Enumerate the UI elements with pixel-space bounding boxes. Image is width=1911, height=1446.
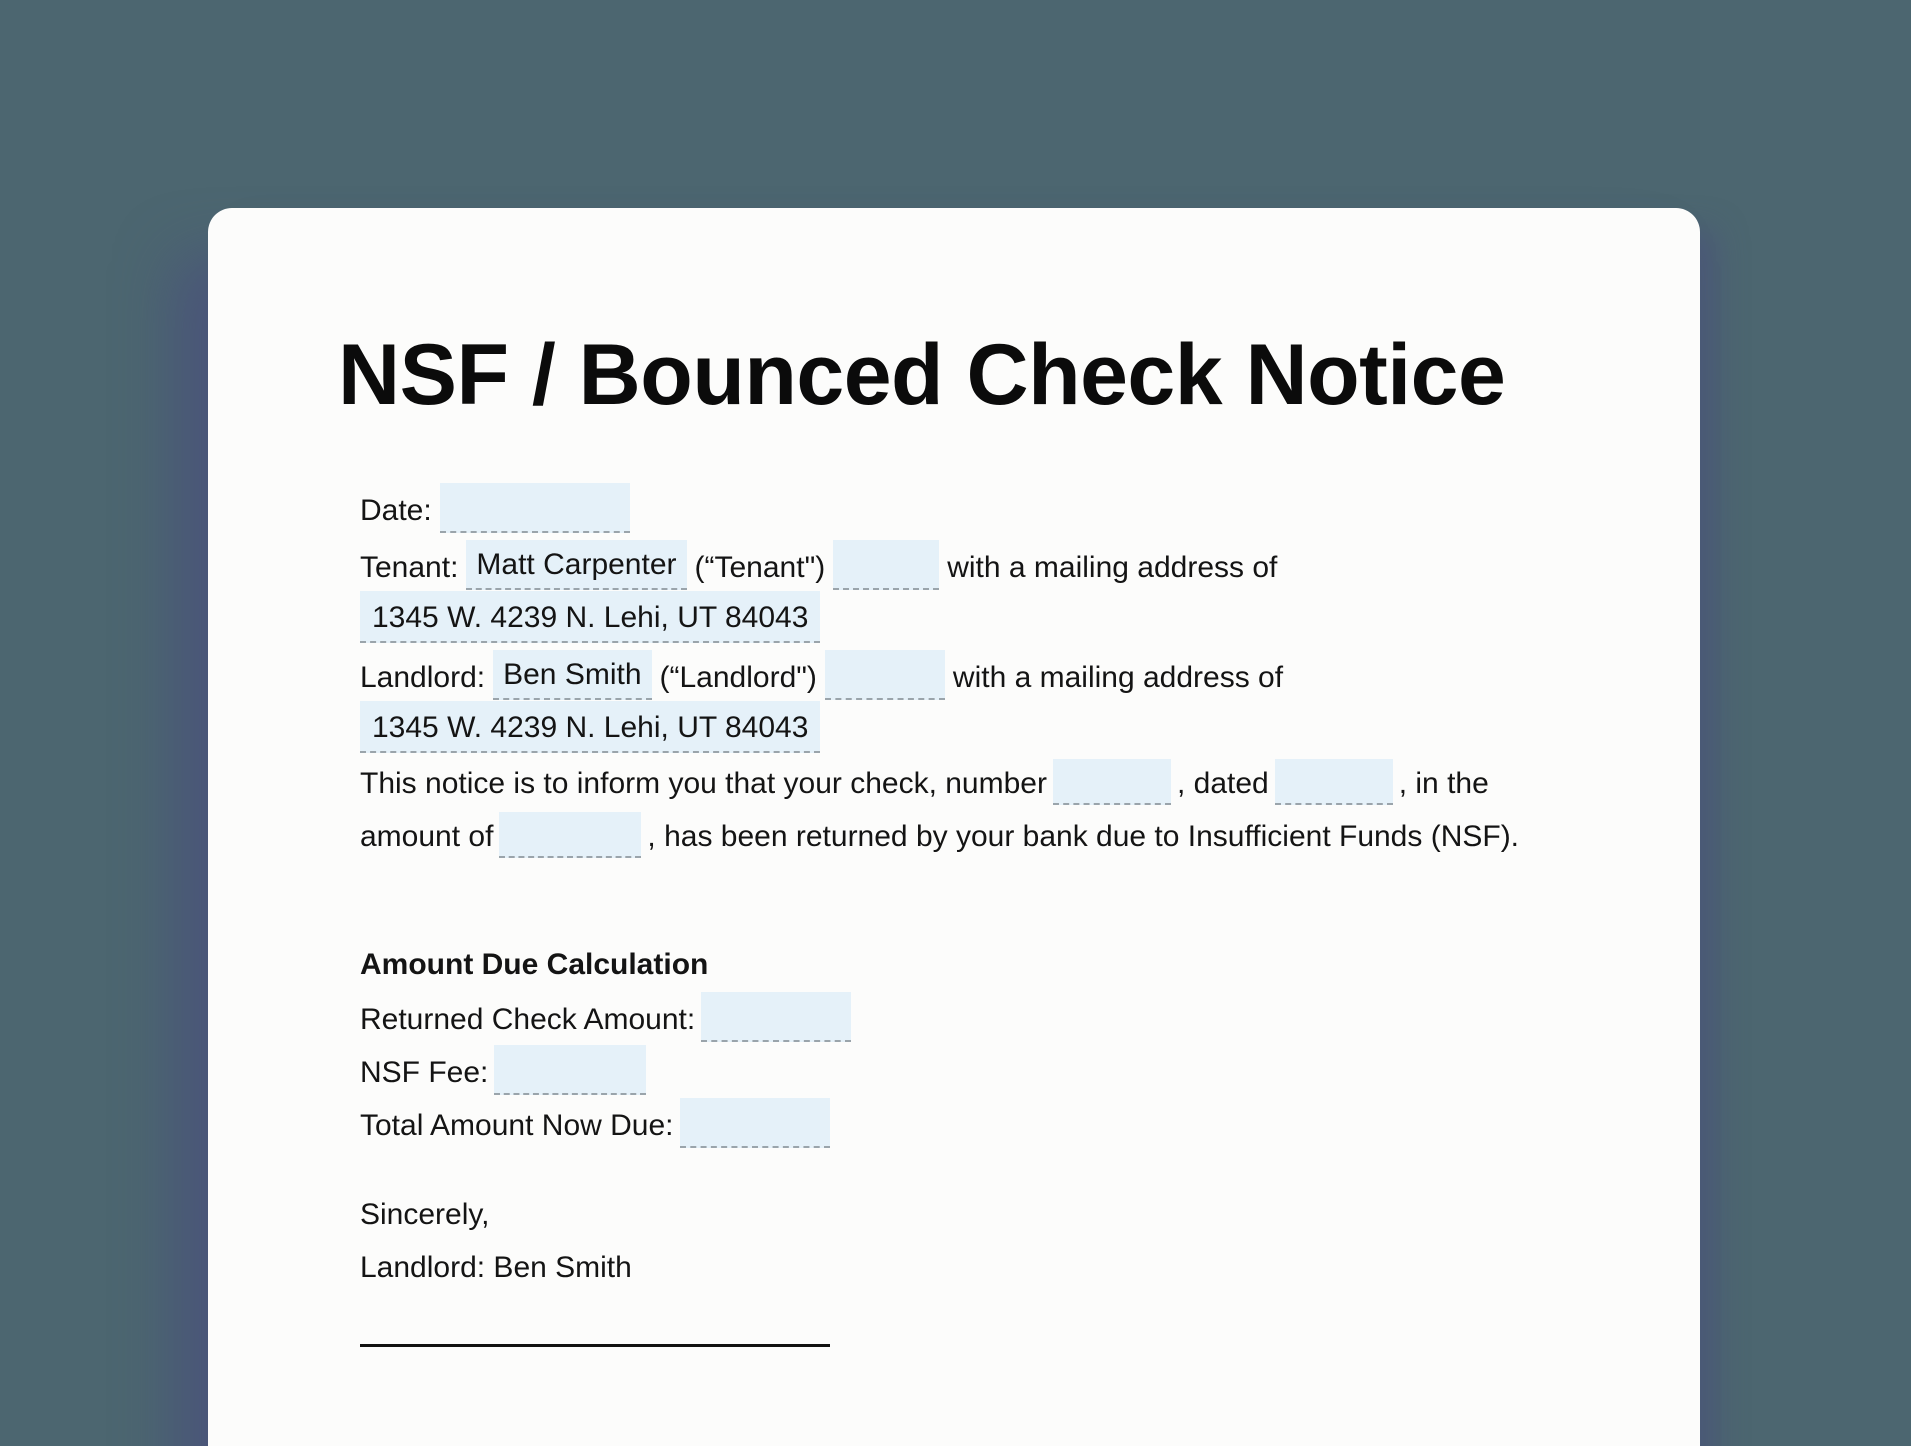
tenant-name-field[interactable]: Matt Carpenter — [466, 540, 686, 590]
returned-check-amount-row — [360, 989, 1560, 1042]
document-body — [360, 480, 1560, 1347]
landlord-line — [360, 643, 1560, 700]
tenant-address-line — [360, 590, 1560, 643]
landlord-address-line — [360, 700, 1560, 753]
landlord-role-text: (“Landlord") — [659, 661, 817, 694]
landlord-address-field[interactable]: 1345 W. 4239 N. Lehi, UT 84043 — [360, 701, 820, 753]
date-label: Date: — [360, 494, 432, 527]
tenant-line — [360, 533, 1560, 590]
landlord-mailing-text: with a mailing address of — [952, 661, 1284, 694]
check-number-field[interactable] — [1053, 759, 1171, 805]
check-amount-field[interactable] — [499, 812, 641, 858]
closing-signer: Landlord: Ben Smith — [360, 1251, 632, 1284]
landlord-extra-field[interactable] — [825, 650, 945, 700]
nsf-fee-row — [360, 1042, 1560, 1095]
nsf-fee-label: NSF Fee: — [360, 1056, 489, 1089]
check-date-field[interactable] — [1275, 759, 1393, 805]
landlord-name-field[interactable]: Ben Smith — [493, 650, 651, 700]
tenant-role-text: (“Tenant") — [694, 551, 826, 584]
notice-text-3: , in the amount of — [360, 767, 1489, 853]
notice-text-1: This notice is to inform you that your check, number — [360, 767, 1047, 800]
notice-paragraph — [360, 757, 1560, 863]
tenant-mailing-text: with a mailing address of — [947, 551, 1278, 584]
notice-text-4: , has been returned by your bank due to Insufficient Funds (NSF). — [647, 820, 1520, 853]
total-amount-due-label: Total Amount Now Due: — [360, 1109, 674, 1142]
document-card — [208, 208, 1700, 1446]
date-field[interactable] — [440, 483, 630, 533]
closing-salutation: Sincerely, — [360, 1198, 490, 1231]
date-line — [360, 480, 1560, 533]
returned-check-amount-label: Returned Check Amount: — [360, 1003, 696, 1036]
total-amount-due-row — [360, 1095, 1560, 1148]
landlord-label: Landlord: — [360, 661, 486, 694]
amount-due-heading: Amount Due Calculation — [360, 948, 709, 981]
closing-block — [360, 1188, 1560, 1294]
notice-text-2: , dated — [1176, 767, 1269, 800]
tenant-address-field[interactable]: 1345 W. 4239 N. Lehi, UT 84043 — [360, 591, 820, 643]
returned-check-amount-field[interactable] — [701, 992, 851, 1042]
nsf-fee-field[interactable] — [494, 1045, 646, 1095]
tenant-label: Tenant: — [360, 551, 459, 584]
total-amount-due-field[interactable] — [680, 1098, 830, 1148]
signature-line[interactable] — [360, 1344, 830, 1347]
tenant-extra-field[interactable] — [833, 540, 939, 590]
document-title: NSF / Bounced Check Notice — [338, 327, 1506, 423]
